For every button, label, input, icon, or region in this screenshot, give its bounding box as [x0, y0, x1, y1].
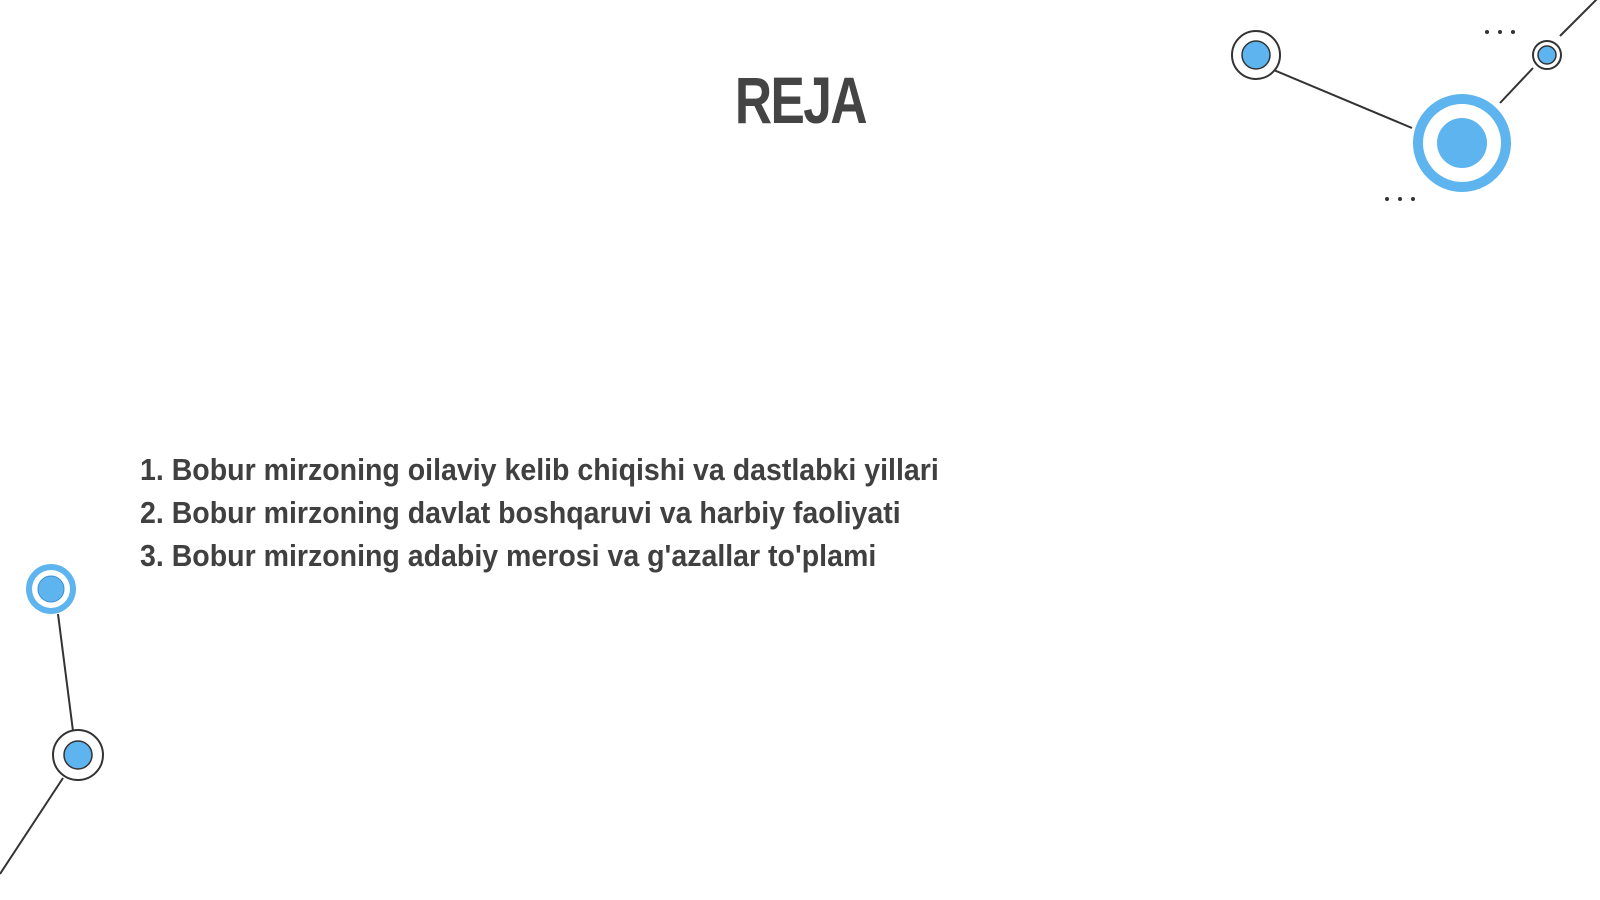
- list-item: 2. Bobur mirzoning davlat boshqaruvi va harbiy faoliyati: [140, 495, 901, 530]
- connector-line: [0, 778, 63, 874]
- bottom-left-network: [0, 564, 103, 874]
- node-large: [1413, 94, 1511, 192]
- connector-line: [1500, 68, 1533, 103]
- connector-line: [58, 614, 73, 731]
- node-small: [1533, 41, 1561, 69]
- node-medium: [53, 730, 103, 780]
- list-item: 3. Bobur mirzoning adabiy merosi va g'azallar to'plami: [140, 538, 877, 573]
- dots-icon: [1485, 30, 1515, 34]
- dots-icon: [1385, 197, 1415, 201]
- connector-line: [1560, 0, 1600, 36]
- list-item: 1. Bobur mirzoning oilaviy kelib chiqishi va dastlabki yillari: [140, 452, 939, 487]
- slide-title: REJA: [734, 63, 866, 137]
- node-ring: [26, 564, 76, 614]
- plan-list: [140, 448, 939, 577]
